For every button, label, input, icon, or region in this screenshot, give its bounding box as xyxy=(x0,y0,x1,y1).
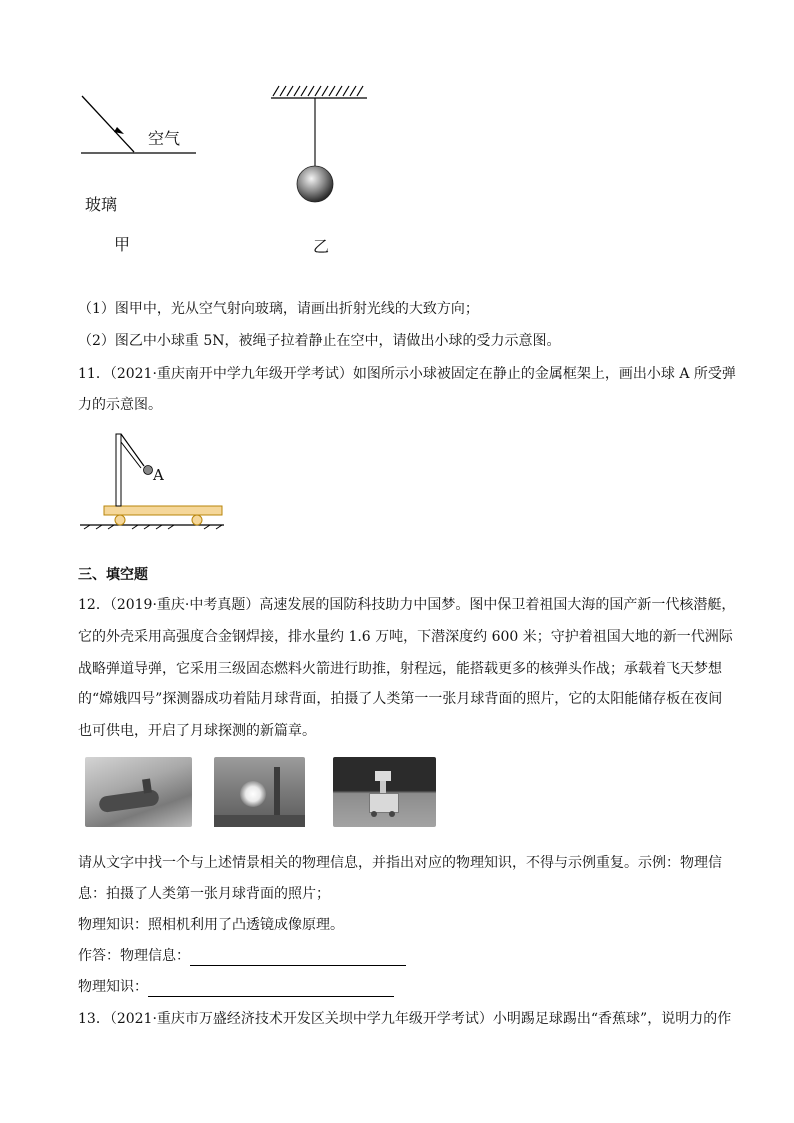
glass-label: 玻璃 xyxy=(85,195,118,214)
submarine-photo xyxy=(85,757,192,827)
frame-arm-inner xyxy=(121,442,141,468)
q12-line3: 战略弹道导弹，它采用三级固态燃料火箭进行助推，射程远，能搭载更多的核弹头作战；承载着飞天梦想 xyxy=(78,661,722,677)
answer-info-label: 作答：物理信息： xyxy=(78,948,190,964)
answer-info-blank[interactable] xyxy=(190,949,406,966)
answer-info-row xyxy=(78,946,406,966)
left-wheel xyxy=(115,515,125,525)
ball-a xyxy=(144,466,153,475)
q12-line4: 的“嫦娥四号”探测器成功着陆月球背面，拍摄了人类第一一张月球背面的照片，它的太阳能储存板在夜间 xyxy=(78,691,723,707)
q12-instruction-line1: 请从文字中找一个与上述情景相关的物理信息，并指出对应的物理知识，不得与示例重复。示例：物理信 xyxy=(78,855,722,871)
missile-launch-photo xyxy=(214,757,305,827)
q13-line1: 13．（2021·重庆市万盛经济技术开发区关坝中学九年级开学考试）小明踢足球踢出“香蕉球”，说明力的作 xyxy=(78,1011,732,1027)
hanging-ball-diagram xyxy=(266,82,372,212)
figure-yi-caption: 乙 xyxy=(313,237,330,256)
refraction-diagram xyxy=(78,92,200,162)
frame-arm xyxy=(121,434,144,466)
q12-line5: 也可供电，开启了月球探测的新篇章。 xyxy=(78,723,316,739)
q12-line2: 它的外壳采用高强度合金钢焊接，排水量约 1.6 万吨，下潜深度约 600 米；守护着祖国大地的新一代洲际 xyxy=(78,629,733,645)
answer-knowledge-blank[interactable] xyxy=(148,980,394,997)
figure-jia-caption: 甲 xyxy=(114,235,131,254)
q11-line1: 11．（2021·重庆南开中学九年级开学考试）如图所示小球被固定在静止的金属框架上，画出小球 A 所受弹 xyxy=(78,366,736,382)
cart-board xyxy=(104,506,222,515)
q12-line1: 12．（2019·重庆·中考真题）高速发展的国防科技助力中国梦。图中保卫着祖国大海的国产新一代核潜艇， xyxy=(78,597,736,613)
ball-a-label: A xyxy=(153,466,164,484)
q10-part1: （1）图甲中，光从空气射向玻璃，请画出折射光线的大致方向； xyxy=(78,301,479,317)
ceiling-hatch xyxy=(271,86,367,98)
air-label: 空气 xyxy=(148,129,181,148)
q12-instruction-line2: 息：拍摄了人类第一张月球背面的照片； xyxy=(78,886,330,902)
section-heading: 三、填空题 xyxy=(78,567,148,583)
answer-knowledge-row xyxy=(78,977,394,997)
incident-ray xyxy=(82,96,134,152)
lunar-rover-photo xyxy=(333,757,436,827)
q11-line2: 力的示意图。 xyxy=(78,397,162,413)
frame-post xyxy=(116,434,121,506)
answer-knowledge-label: 物理知识： xyxy=(78,979,148,995)
q12-example-knowledge: 物理知识：照相机利用了凸透镜成像原理。 xyxy=(78,917,344,933)
right-wheel xyxy=(192,515,202,525)
q10-part2: （2）图乙中小球重 5N，被绳子拉着静止在空中，请做出小球的受力示意图。 xyxy=(78,333,561,349)
ball xyxy=(297,166,333,202)
